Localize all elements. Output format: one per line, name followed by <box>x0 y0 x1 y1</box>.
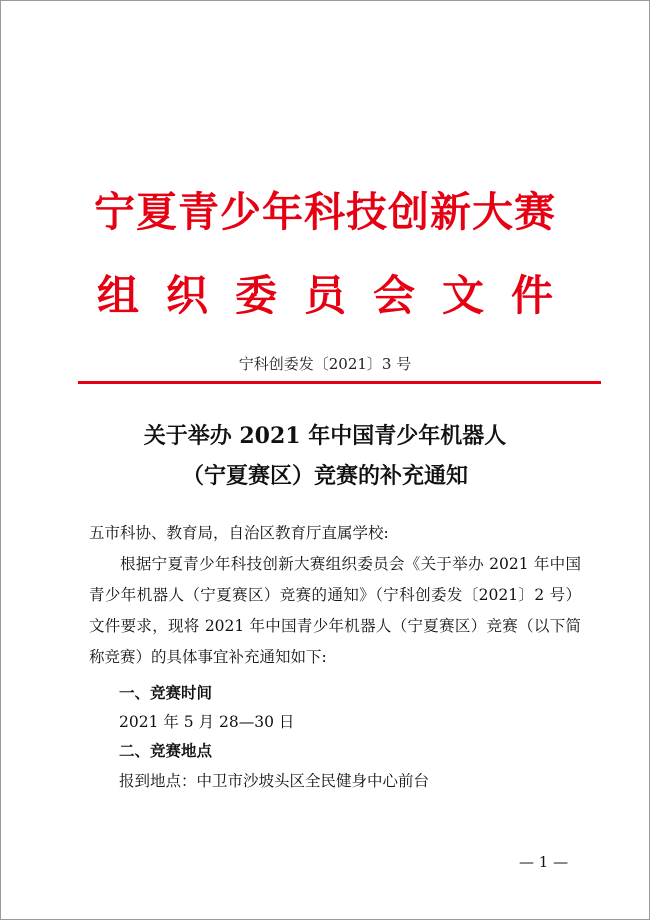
notice-title-line1: 关于举办 2021 年中国青少年机器人 <box>143 423 507 449</box>
intro-paragraph: 根据宁夏青少年科技创新大赛组织委员会《关于举办 2021 年中国青少年机器人（宁夏赛区）竞赛的通知》（宁科创委发〔2021〕2 号）文件要求，现将 2021 年中国青少年机器人（宁夏赛区）竞赛（以下简称竞赛）的具体事宜补充通知如下: <box>89 555 581 666</box>
masthead-title-line2: 组织委员会文件 <box>96 271 580 320</box>
notice-title-line2: （宁夏赛区）竞赛的补充通知 <box>181 463 468 489</box>
section-heading-venue: 二、竞赛地点 <box>119 741 213 760</box>
masthead-title-line1: 宁夏青少年科技创新大赛 <box>94 188 556 236</box>
addressee: 五市科协、教育局，自治区教育厅直属学校: <box>89 524 389 542</box>
section-content-time: 2021 年 5 月 28—30 日 <box>119 713 295 731</box>
section-heading-time: 一、竞赛时间 <box>119 683 213 702</box>
document-number: 宁科创委发〔2021〕3 号 <box>238 355 412 373</box>
page-number: — 1 — <box>519 853 569 871</box>
section-content-venue: 报到地点：中卫市沙坡头区全民健身中心前台 <box>119 772 430 790</box>
red-divider-rule <box>78 381 601 384</box>
